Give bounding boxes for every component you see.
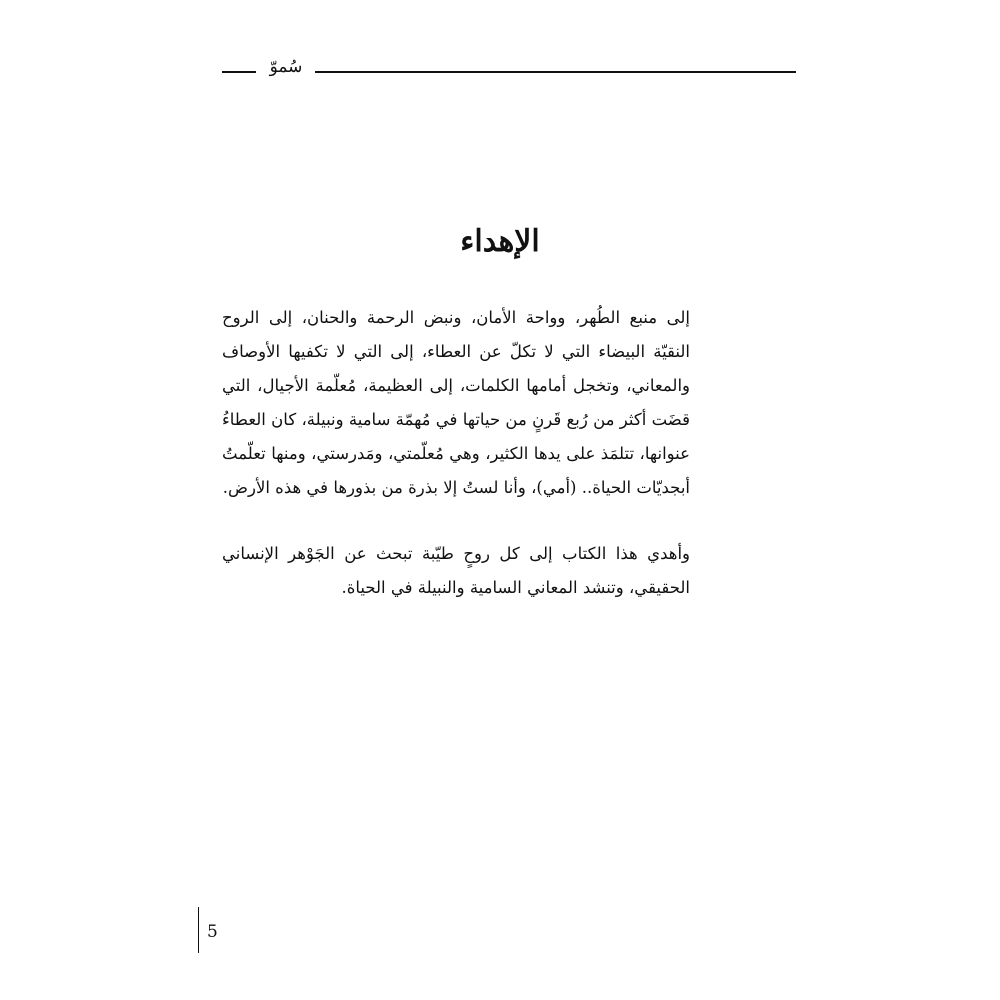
page-number: 5 bbox=[207, 922, 218, 942]
running-header bbox=[222, 57, 796, 80]
dedication-paragraph-1: إلى منبع الطُهر، وواحة الأمان، ونبض الرحمة والحنان، إلى الروح النقيّة البيضاء التي لا تكلّ عن العطاء، إلى التي لا تكفيها الأوصاف والمعاني، وتخجل أمامها الكلمات، إلى العظيمة، مُعلّمة الأجيال، التي قضَت أكثر من رُبع قَرنٍ من حياتها في مُهمّة سامية ونبيلة، كان العطاءُ عنوانها، تتلمَذ على يدها الكثير، وهي مُعلّمتي، ومَدرستي، ومنها تعلّمتُ أبجديّات الحياة.. (أمي)، وأنا لستُ إلا بذرة من بذورها في هذه الأرض. bbox=[222, 308, 690, 497]
dedication-paragraph-2: وأهدي هذا الكتاب إلى كل روحٍ طيّبة تبحث عن الجَوْهر الإنساني الحقيقي، وتنشد المعاني السامية والنبيلة في الحياة. bbox=[222, 544, 690, 597]
header-title: سُموّ bbox=[269, 57, 303, 77]
page-title: الإهداء bbox=[460, 224, 540, 259]
page-number-rule bbox=[198, 907, 199, 953]
header-rule-left bbox=[222, 71, 256, 73]
header-rule-right bbox=[315, 71, 796, 73]
